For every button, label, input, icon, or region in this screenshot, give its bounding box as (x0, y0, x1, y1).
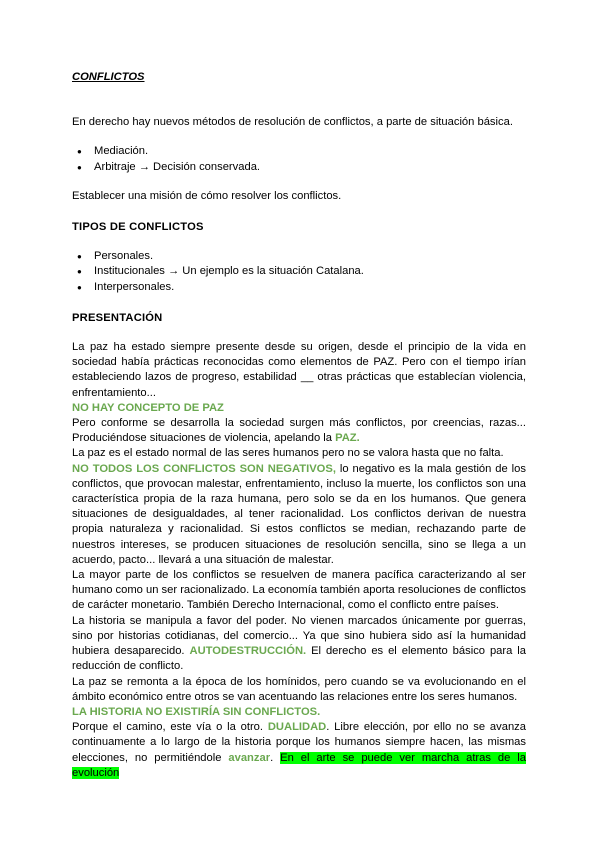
paragraph: La paz se remonta a la época de los homínidos, pero cuando se va evolucionando en el ámbito económico entre otros se van acentuando las relaciones entre los seres humanos. (72, 675, 526, 703)
establecer-paragraph: Establecer una misión de cómo resolver los conflictos. (72, 189, 342, 202)
tipos-heading: TIPOS DE CONFLICTOS (72, 221, 204, 234)
text-run: . Libre elección, por ello no se avanza continuamente a lo largo de la historia porque los humanos siempre hacen, las mismas elecciones, no permitiéndole (72, 721, 526, 764)
highlighted-text: En el arte se puede ver marcha atras de la evolución (72, 751, 526, 779)
presentacion-body (72, 340, 526, 781)
list-item: ● Institucionales → Un ejemplo es la situación Catalana. (72, 264, 526, 279)
paragraph: La mayor parte de los conflictos se resuelven de manera pacífica caracterizando al ser humano como un ser racionalizado. La economía también aporta resoluciones de conflictos de carácter monetario. También Derecho Internacional, como el conflicto entre países. (72, 569, 526, 612)
text-run: Pero conforme se desarrolla la sociedad surgen más conflictos, por creencias, razas... Produciéndose situaciones de violencia, apelando la (72, 417, 526, 445)
intro-paragraph: En derecho hay nuevos métodos de resolución de conflictos, a parte de situación básica. (72, 116, 513, 129)
list-item: ● Interpersonales. (72, 280, 526, 295)
paragraph: La paz ha estado siempre presente desde su origen, desde el principio de la vida en sociedad había prácticas reconocidas como elementos de PAZ. Pero con el tiempo irían estableciendo lazos de progreso, estabilidad __ otras prácticas que establecían violencia, enfrentamiento... (72, 341, 526, 399)
text-run: El derecho es el elemento básico para la reducción de conflicto. (72, 645, 526, 673)
text-run: La historia se manipula a favor del poder. No vienen marcados únicamente por guerras, sino por historias cotidianas, del comercio... Ya que sino hubiera sido así la humanidad hubiera desaparecido. (72, 614, 526, 658)
presentacion-heading: PRESENTACIÓN (72, 311, 163, 324)
paragraph (72, 462, 526, 568)
text-run: Porque el camino, este vía o la otro. (72, 721, 268, 734)
paragraph (72, 720, 526, 781)
emphasis-avanzar: avanzar (228, 751, 271, 764)
emphasis-no-todos: NO TODOS LOS CONFLICTOS SON NEGATIVOS, (72, 462, 336, 475)
emphasis-dualidad: DUALIDAD (267, 721, 327, 734)
text-run: . (270, 751, 281, 764)
document-page (72, 70, 526, 781)
subheading-historia: LA HISTORIA NO EXISTIRÍA SIN CONFLICTOS. (72, 705, 321, 718)
paragraph (72, 614, 526, 675)
emphasis-autodestruccion: AUTODESTRUCCIÓN. (189, 645, 307, 658)
list-item: ● Mediación. (72, 144, 526, 159)
emphasis-paz: PAZ. (335, 432, 360, 445)
methods-list (72, 144, 526, 174)
tipos-list (72, 249, 526, 295)
paragraph: La paz es el estado normal de las seres humanos pero no se valora hasta que no falta. (72, 447, 504, 460)
paragraph (72, 416, 526, 446)
subheading-no-hay-concepto: NO HAY CONCEPTO DE PAZ (72, 401, 224, 414)
list-item: ● Personales. (72, 249, 526, 264)
text-run: lo negativo es la mala gestión de los conflictos, que provocan malestar, enfrentamiento, incluso la muerte, los conflictos son una característica propia de la raza humana, pero solo se da en los humanos. Que genera situaciones de desigualdades, al tener racionalidad. Los conflictos derivan de nuestra propia naturaleza y racionalidad. Si estos conflictos se median, rechazando parte de nuestros intereses, se producen situaciones de resolución sencilla, sino se llega a un acuerdo, pacto... llevará a una situación de malestar. (72, 462, 526, 566)
list-item: ● Arbitraje → Decisión conservada. (72, 160, 526, 175)
document-title: CONFLICTOS (72, 71, 145, 83)
